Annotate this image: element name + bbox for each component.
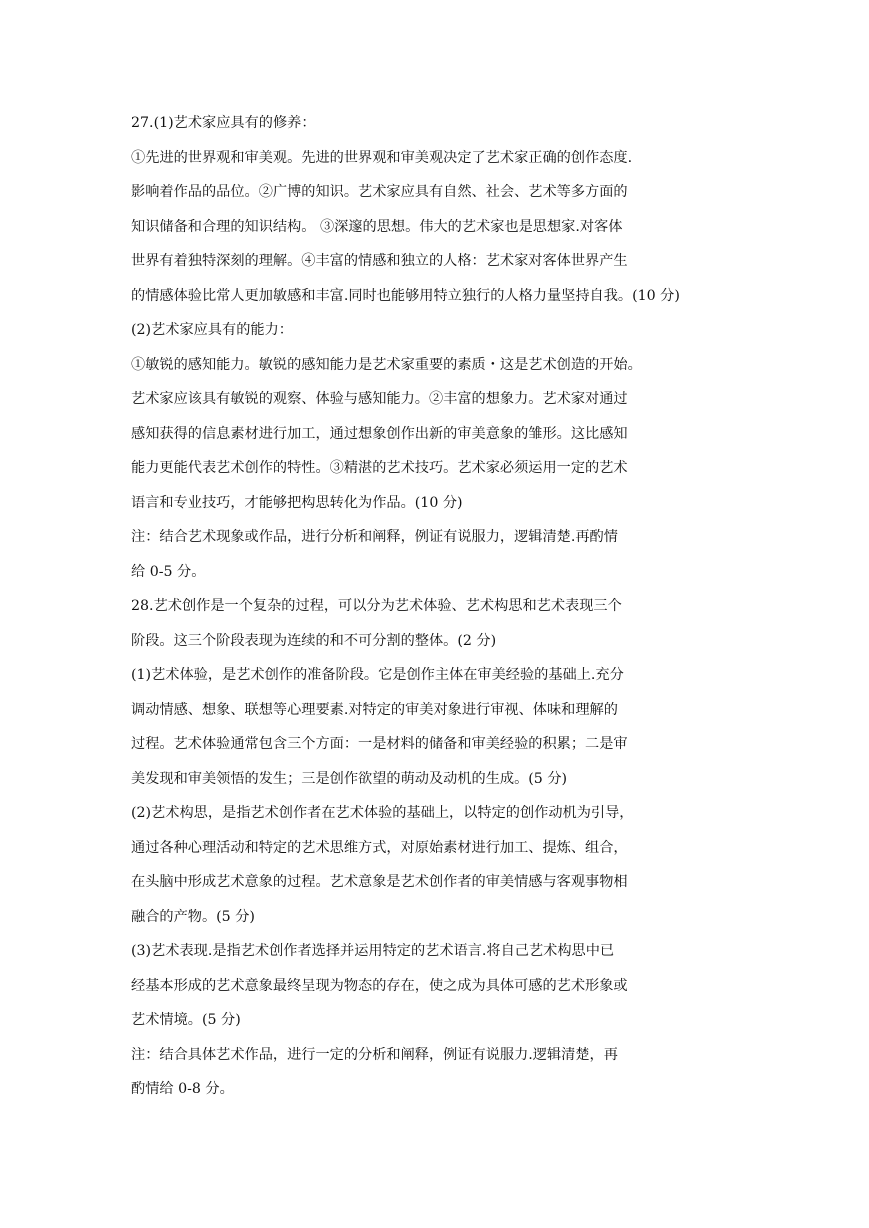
answer-text-block xyxy=(131,112,731,1113)
text-line: 的情感体验比常人更加敏感和丰富.同时也能够用特立独行的人格力量坚持自我。(10 分) xyxy=(131,287,680,304)
text-line: 能力更能代表艺术创作的特性。③精湛的艺术技巧。艺术家必须运用一定的艺术 xyxy=(131,460,628,476)
text-line: 调动情感、想象、联想等心理要素.对特定的审美对象进行审视、体味和理解的 xyxy=(131,701,618,718)
text-line: 影响着作品的品位。②广博的知识。艺术家应具有自然、社会、艺术等多方面的 xyxy=(131,184,628,200)
text-line: (3)艺术表现.是指艺术创作者选择并运用特定的艺术语言.将自己艺术构思中已 xyxy=(131,943,615,959)
text-line: 融合的产物。(5 分) xyxy=(131,908,255,925)
text-line: 阶段。这三个阶段表现为连续的和不可分割的整体。(2 分) xyxy=(131,632,497,649)
text-line-note: 给 0-5 分。 xyxy=(131,563,206,580)
text-line: 世界有着独特深刻的理解。④丰富的情感和独立的人格：艺术家对客体世界产生 xyxy=(131,253,628,269)
text-line: 在头脑中形成艺术意象的过程。艺术意象是艺术创作者的审美情感与客观事物相 xyxy=(131,874,628,890)
text-line: (1)艺术体验，是艺术创作的准备阶段。它是创作主体在审美经验的基础上.充分 xyxy=(131,667,624,683)
text-line: 经基本形成的艺术意象最终呈现为物态的存在，使之成为具体可感的艺术形象或 xyxy=(131,977,628,994)
text-line: ①敏锐的感知能力。敏锐的感知能力是艺术家重要的素质・这是艺术创造的开始。 xyxy=(131,356,642,373)
text-line-q27-heading: 27.(1)艺术家应具有的修养： xyxy=(131,115,316,131)
text-line-q27-part2-heading: (2)艺术家应具有的能力： xyxy=(131,322,293,338)
text-line: (2)艺术构思，是指艺术创作者在艺术体验的基础上，以特定的创作动机为引导， xyxy=(131,805,634,821)
text-line-q28-heading: 28.艺术创作是一个复杂的过程，可以分为艺术体验、艺术构思和艺术表现三个 xyxy=(131,598,622,614)
text-line: 通过各种心理活动和特定的艺术思维方式，对原始素材进行加工、提炼、组合， xyxy=(131,839,628,856)
text-line: 过程。艺术体验通常包含三个方面：一是材料的储备和审美经验的积累；二是审 xyxy=(131,736,628,752)
text-line: 语言和专业技巧，才能够把构思转化为作品。(10 分) xyxy=(131,494,463,511)
text-line: 艺术情境。(5 分) xyxy=(131,1012,241,1028)
text-line: ①先进的世界观和审美观。先进的世界观和审美观决定了艺术家正确的创作态度. xyxy=(131,149,633,166)
text-line-note: 酌情给 0-8 分。 xyxy=(131,1081,234,1097)
text-line-note: 注：结合艺术现象或作品，进行分析和阐释，例证有说服力，逻辑清楚.再酌情 xyxy=(131,529,618,545)
text-line: 美发现和审美领悟的发生；三是创作欲望的萌动及动机的生成。(5 分) xyxy=(131,770,568,787)
text-line: 艺术家应该具有敏锐的观察、体验与感知能力。②丰富的想象力。艺术家对通过 xyxy=(131,391,628,407)
text-line-note: 注：结合具体艺术作品，进行一定的分析和阐释，例证有说服力.逻辑清楚，再 xyxy=(131,1046,618,1063)
text-line: 知识储备和合理的知识结构。 ③深邃的思想。伟大的艺术家也是思想家.对客体 xyxy=(131,218,623,235)
text-line: 感知获得的信息素材进行加工，通过想象创作出新的审美意象的雏形。这比感知 xyxy=(131,425,628,442)
